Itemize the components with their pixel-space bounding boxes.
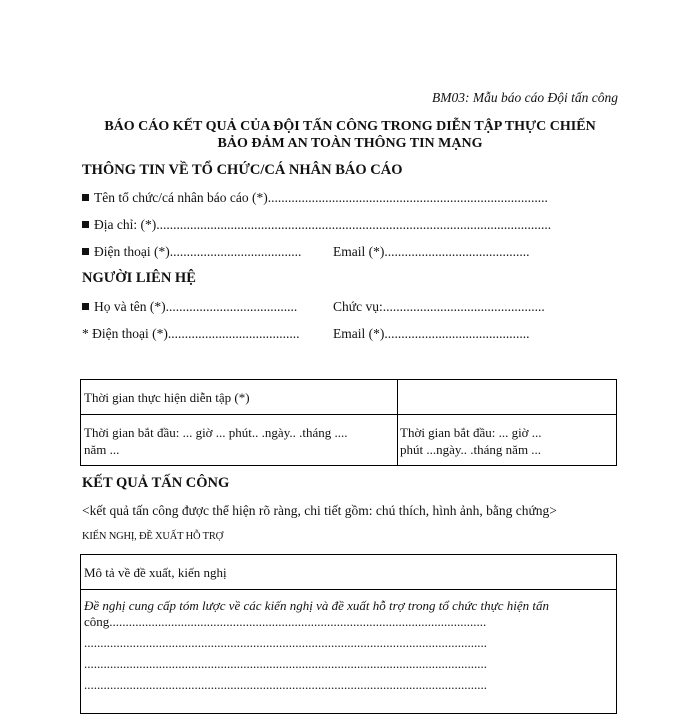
table-divider	[81, 589, 616, 590]
report-title-line2: BẢO ĐẢM AN TOÀN THÔNG TIN MẠNG	[217, 136, 483, 151]
recommendation-dotted-line: ............................................................................................................................	[84, 656, 487, 671]
start-time-right-line2: phút ...ngày.. .tháng năm ...	[400, 442, 542, 457]
start-time-left-line2: năm ...	[84, 442, 120, 457]
section-org-info: THÔNG TIN VỀ TỔ CHỨC/CÁ NHÂN BÁO CÁO	[82, 162, 403, 178]
bullet-square-icon	[82, 248, 89, 255]
recommendation-header-cell: Mô tả về đề xuất, kiến nghị	[84, 565, 227, 580]
table-divider	[397, 380, 398, 465]
recommendation-dotted-line: ............................................................................................................................	[84, 635, 487, 650]
recommendation-table	[80, 554, 617, 714]
bullet-square-icon	[82, 303, 89, 310]
recommendation-body-line1: Đề nghị cung cấp tóm lược về các kiến nghị và đề xuất hỗ trợ trong tổ chức thực hiện tấn	[84, 598, 549, 613]
org-name-field: Tên tổ chức/cá nhân báo cáo (*)...................................................................................	[94, 190, 548, 205]
recommendation-dotted-line: ............................................................................................................................	[84, 677, 487, 692]
recommendation-body-line2: công....................................................................................................................	[84, 614, 487, 629]
phone-line	[82, 244, 332, 260]
phone-field: Điện thoại (*).......................................	[94, 244, 302, 259]
full-name-line	[82, 299, 332, 315]
section-attack-result: KẾT QUẢ TẤN CÔNG	[82, 475, 230, 491]
table-divider	[81, 414, 616, 415]
org-name-line	[82, 190, 567, 206]
report-title-line1: BÁO CÁO KẾT QUẢ CỦA ĐỘI TẤN CÔNG TRONG DIỄN TẬP THỰC CHIẾN	[104, 119, 596, 134]
contact-phone-field: * Điện thoại (*).......................................	[82, 326, 300, 341]
full-name-field: Họ và tên (*).......................................	[94, 299, 298, 314]
email-field: Email (*)...........................................	[333, 244, 530, 259]
section-contact: NGƯỜI LIÊN HỆ	[82, 270, 196, 286]
address-field: Địa chỉ: (*).....................................................................................................................	[94, 217, 552, 232]
contact-email-field: Email (*)...........................................	[333, 326, 530, 341]
bullet-square-icon	[82, 221, 89, 228]
attack-result-note: <kết quả tấn công được thể hiện rõ ràng, chi tiết gồm: chú thích, hình ảnh, bằng chứng>	[82, 503, 557, 518]
address-line	[82, 217, 567, 233]
form-code: BM03: Mẫu báo cáo Đội tấn công	[432, 90, 618, 105]
start-time-right-line1: Thời gian bắt đầu: ... giờ ...	[400, 425, 542, 440]
position-field: Chức vụ:................................................	[333, 299, 545, 314]
exercise-time-table	[80, 379, 617, 466]
recommendation-heading: KIẾN NGHỊ, ĐỀ XUẤT HỖ TRỢ	[82, 531, 224, 542]
time-header-cell: Thời gian thực hiện diễn tập (*)	[84, 390, 250, 405]
bullet-square-icon	[82, 194, 89, 201]
start-time-left-line1: Thời gian bắt đầu: ... giờ ... phút.. .ngày.. .tháng ....	[84, 425, 348, 440]
